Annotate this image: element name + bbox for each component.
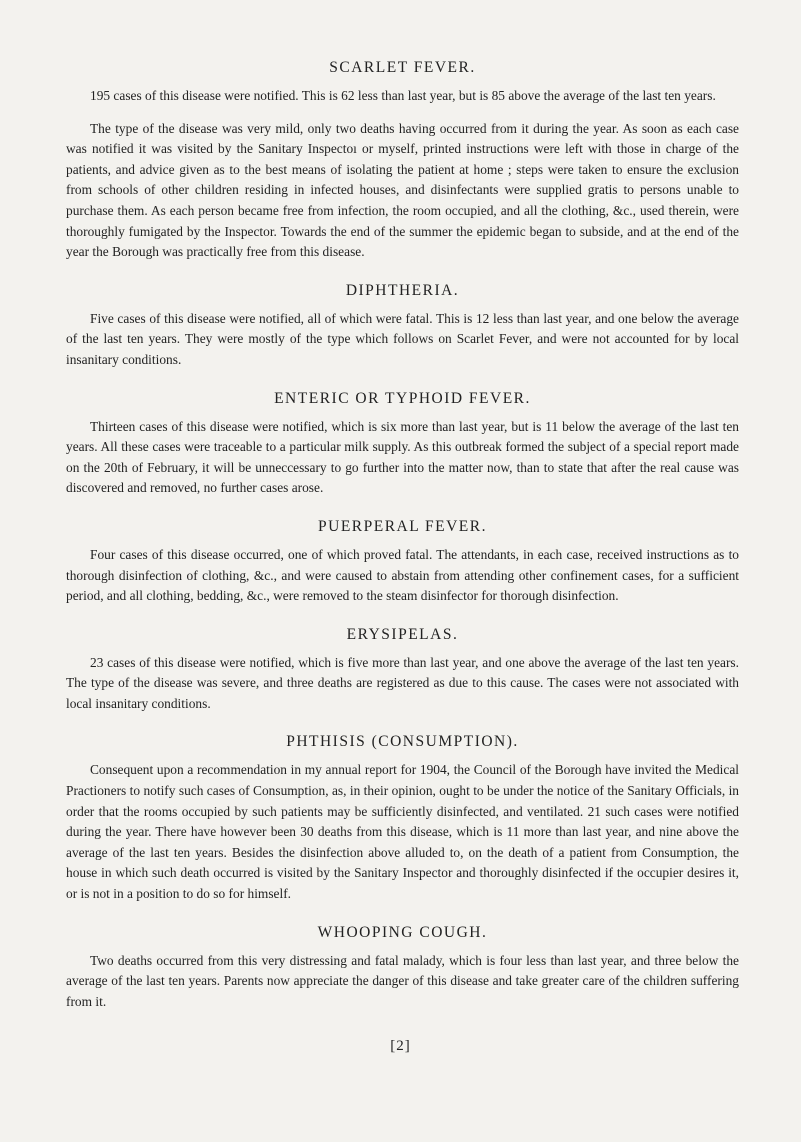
paragraph: Thirteen cases of this disease were notified, which is six more than last year, but is 11 below the average of the last ten years. All these cases were traceable to a particular milk supply. As this outbreak formed the subject of a special report made on the 20th of February, it will be unneccessary to go further into the matter now, than to state that after the real cause was discovered and removed, no further cases arose. xyxy=(66,418,739,496)
section-heading: WHOOPING COUGH. xyxy=(317,923,488,941)
section-diphtheria xyxy=(66,281,739,371)
paragraph: 23 cases of this disease were notified, which is five more than last year, and one above the average of the last ten years. The type of the disease was severe, and three deaths are registered as due to this cause. The cases were not associated with local insanitary conditions. xyxy=(66,654,739,711)
paragraph: Four cases of this disease occurred, one of which proved fatal. The attendants, in each case, received instructions as to thorough disinfection of clothing, &c., and were caused to abstain from attending other confinement cases, for a sufficient period, and all clothing, bedding, &c., were removed to the steam disinfector for thorough disinfection. xyxy=(66,546,739,604)
section-erysipelas xyxy=(66,625,739,715)
section-heading: PHTHISIS (CONSUMPTION). xyxy=(286,733,519,751)
paragraph: The type of the disease was very mild, only two deaths having occurred from it during the year. As soon as each case was notified it was visited by the Sanitary Inspectoı or myself, printed instructions were left with those in charge of the patients, and advice given as to the best means of isolating the patient at home ; steps were taken to ensure the exclusion from schools of other children residing in infected houses, and disinfectants were supplied gratis to persons unable to purchase them. As each person became free from infection, the room occupied, and all the clothing, &c., used therein, were thoroughly fumigated by the Inspector. Towards the end of the summer the epidemic began to subside, and at the end of the year the Borough was practically free from this disease. xyxy=(66,120,739,260)
paragraph: Five cases of this disease were notified, all of which were fatal. This is 12 less than last year, and one below the average of the last ten years. They were mostly of the type which follows on Scarlet Fever, and were not accounted for by local insanitary conditions. xyxy=(66,310,739,367)
section-heading: PUERPERAL FEVER. xyxy=(318,517,487,535)
paragraph: 195 cases of this disease were notified. This is 62 less than last year, but is 85 above the average of the last ten years. xyxy=(90,88,716,103)
section-whooping-cough xyxy=(66,923,739,1013)
paragraph: Consequent upon a recommendation in my annual report for 1904, the Council of the Borough have invited the Medical Practioners to notify such cases of Consumption, as, in their opinion, ought to be under the notice of the Sanitary Officials, in order that the rooms occupied by such patients may be sufficiently disinfected, and ventilated. 21 such cases were notified during the year. There have however been 30 deaths from this disease, which is 11 more than last year, and nine above the average of the last ten years. Besides the disinfection above alluded to, on the death of a patient from Consumption, the house in which such death occurred is visited by the Sanitary Inspector and thoroughly disinfected if the occupier desires it, or is not in a position to do so for himself. xyxy=(66,762,739,902)
section-scarlet-fever xyxy=(66,58,739,263)
page-number: [2] xyxy=(390,1038,411,1054)
section-heading: ERYSIPELAS. xyxy=(346,625,459,643)
section-heading: ENTERIC OR TYPHOID FEVER. xyxy=(274,389,531,407)
section-phthisis xyxy=(66,732,739,904)
section-heading: DIPHTHERIA. xyxy=(345,281,460,299)
section-heading: SCARLET FEVER. xyxy=(329,59,476,76)
section-enteric-fever xyxy=(66,389,739,499)
paragraph: Two deaths occurred from this very distressing and fatal malady, which is four less than last year, and three below the average of the last ten years. Parents now appreciate the danger of this disease and take greater care of the children suffering from it. xyxy=(66,952,739,1009)
section-puerperal-fever xyxy=(66,517,739,607)
document-page xyxy=(66,58,739,1012)
